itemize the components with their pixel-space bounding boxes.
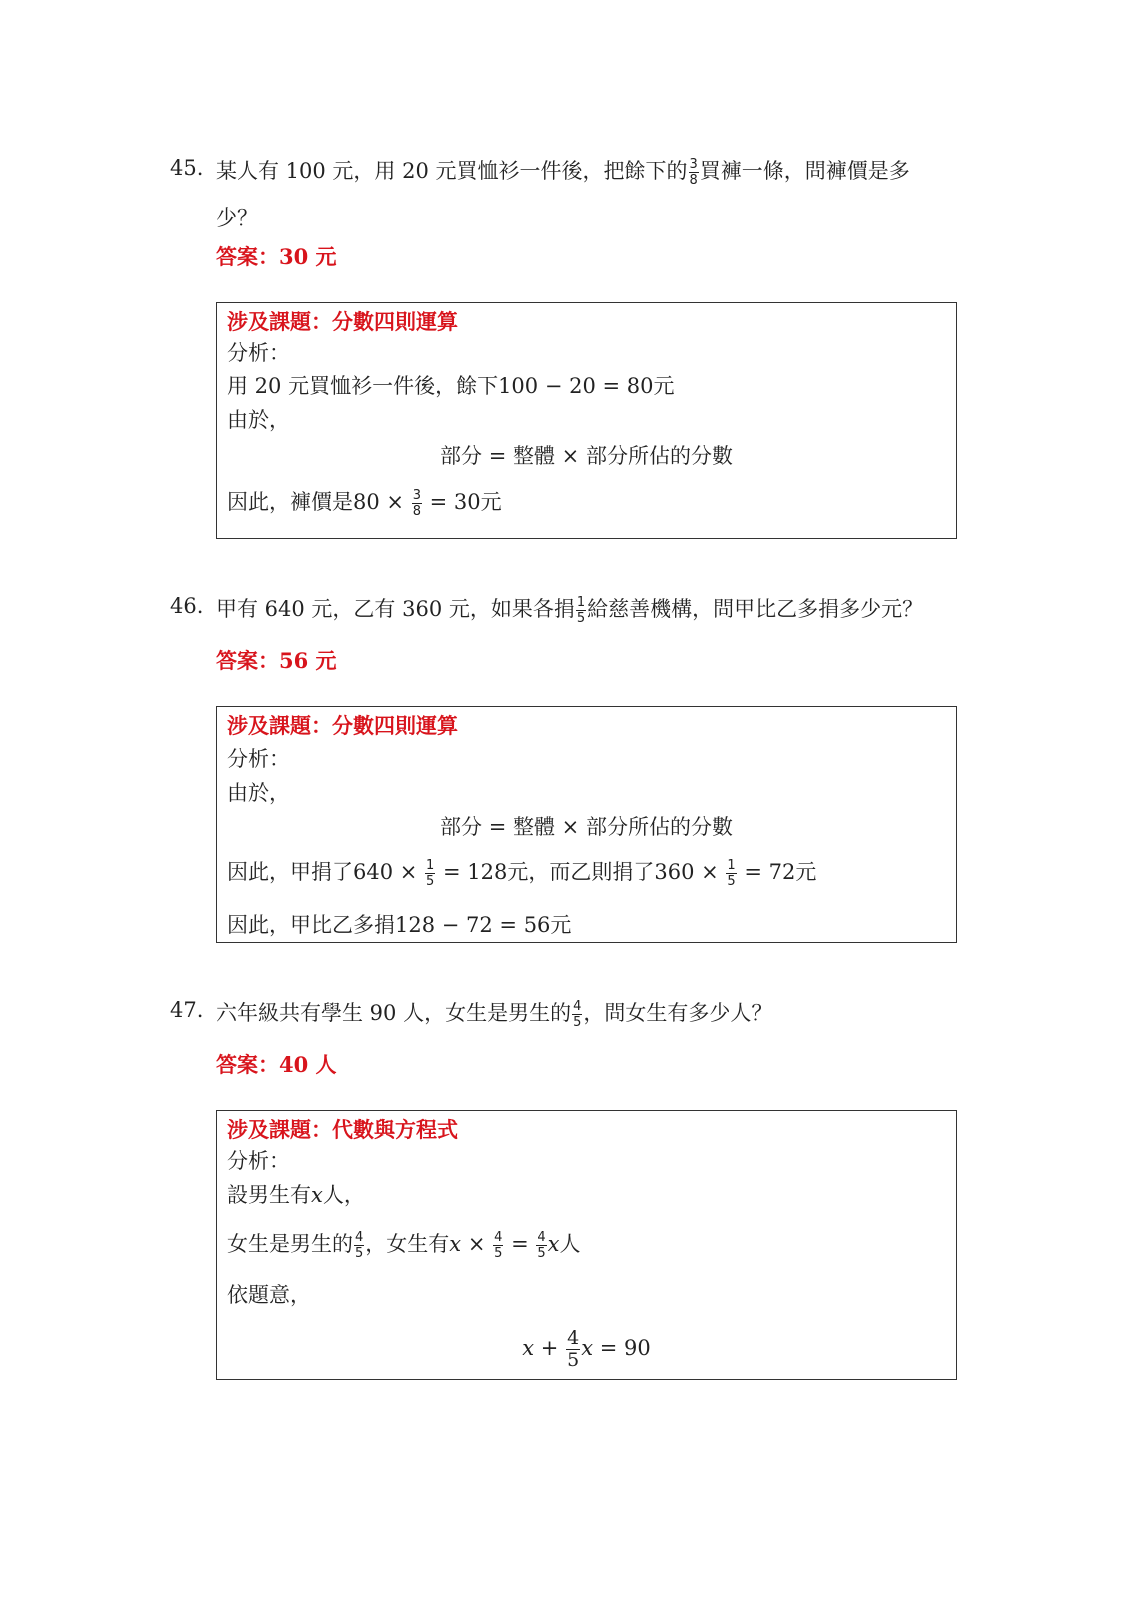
fraction: $\frac{4}{5}$ — [355, 1230, 364, 1261]
fraction: $\frac{4}{5}$ — [537, 1230, 546, 1261]
question-number: 45. — [170, 156, 204, 180]
analysis-label: 分析： — [227, 747, 290, 771]
question-text: 某人有 100 元，用 20 元買恤衫一件後，把餘下的 $\frac{3}{8}$ 買褲一條，問褲價是多 — [216, 157, 910, 188]
answer: 答案：30 元 — [216, 244, 337, 269]
formula: 部分 = 整體 × 部分所佔的分數 — [440, 444, 733, 468]
answer: 答案：56 元 — [216, 648, 337, 673]
question-number: 46. — [170, 594, 204, 618]
analysis-line: 由於， — [227, 781, 290, 805]
analysis-label: 分析： — [227, 1149, 290, 1173]
topic-heading: 涉及課題：分數四則運算 — [227, 713, 458, 738]
analysis-line: 因此，褲價是80 × $\frac{3}{8}$ = 30元 — [227, 488, 502, 519]
analysis-box-46 — [216, 706, 957, 943]
fraction: $\frac{3}{8}$ — [689, 157, 698, 188]
analysis-line: 依題意， — [227, 1283, 311, 1307]
analysis-line: 因此，甲捐了640 × $\frac{1}{5}$ = 128元，而乙則捐了360 × $\frac{1}{5}$ = 72元 — [227, 858, 817, 889]
fraction: $\frac{4}{5}$ — [494, 1230, 503, 1261]
fraction: $\frac{3}{8}$ — [412, 488, 421, 519]
topic-heading: 涉及課題：分數四則運算 — [227, 309, 458, 334]
answer: 答案：40 人 — [216, 1052, 337, 1077]
equation: x + $\frac{4}{5}$ x = 90 — [522, 1327, 651, 1371]
analysis-box-47 — [216, 1110, 957, 1380]
fraction: $\frac{4}{5}$ — [573, 999, 582, 1030]
question-text: 甲有 640 元，乙有 360 元，如果各捐 $\frac{1}{5}$ 給慈善機構，問甲比乙多捐多少元？ — [216, 595, 924, 626]
analysis-line: 由於， — [227, 408, 290, 432]
fraction: $\frac{1}{5}$ — [426, 858, 435, 889]
fraction: $\frac{1}{5}$ — [576, 595, 586, 626]
question-text-continued: 少？ — [216, 206, 258, 230]
analysis-line: 設男生有x人， — [227, 1183, 365, 1207]
formula: 部分 = 整體 × 部分所佔的分數 — [440, 815, 733, 839]
analysis-line: 因此，甲比乙多捐128 − 72 = 56元 — [227, 913, 572, 937]
fraction: $\frac{1}{5}$ — [727, 858, 736, 889]
analysis-line: 用 20 元買恤衫一件後，餘下100 − 20 = 80元 — [227, 374, 675, 398]
topic-heading: 涉及課題：代數與方程式 — [227, 1117, 458, 1142]
question-text: 六年級共有學生 90 人，女生是男生的 $\frac{4}{5}$ ，問女生有多少人？ — [216, 999, 773, 1030]
fraction: $\frac{4}{5}$ — [567, 1327, 580, 1371]
question-number: 47. — [170, 998, 204, 1022]
analysis-line: 女生是男生的 $\frac{4}{5}$ ，女生有x × $\frac{4}{5}$ = $\frac{4}{5}$ x人 — [227, 1230, 581, 1261]
analysis-label: 分析： — [227, 341, 290, 365]
analysis-box-45 — [216, 302, 957, 539]
